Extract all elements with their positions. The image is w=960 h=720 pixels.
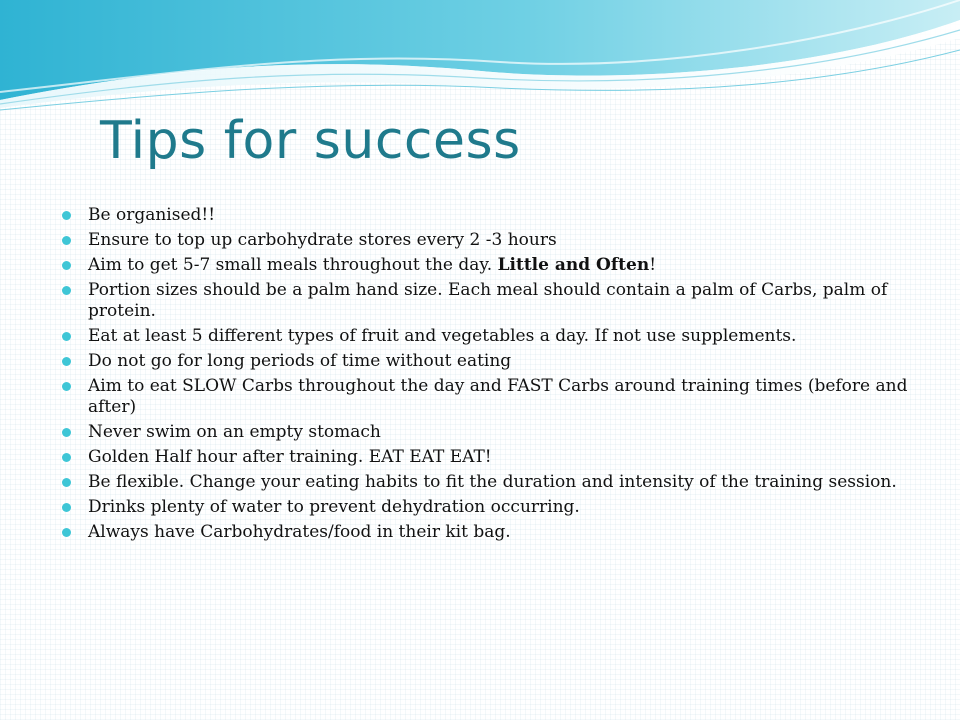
bullet-item — [58, 522, 918, 543]
bullet-item — [58, 497, 918, 518]
bullet-item — [58, 422, 918, 443]
bullet-text: Portion sizes should be a palm hand size. Each meal should contain a palm of Carbs, palm of protein. — [88, 280, 888, 321]
bullet-text: Golden Half hour after training. EAT EAT EAT! — [88, 447, 492, 467]
bullet-text: Be flexible. Change your eating habits to fit the duration and intensity of the training session. — [88, 472, 897, 492]
bullet-dot-icon — [62, 357, 71, 366]
bullet-text: Never swim on an empty stomach — [88, 422, 381, 442]
bullet-text: Eat at least 5 different types of fruit and vegetables a day. If not use supplements. — [88, 326, 797, 346]
bullet-item — [58, 472, 918, 493]
bullet-item — [58, 326, 918, 347]
bullet-text: Do not go for long periods of time without eating — [88, 351, 512, 371]
bullet-text: Always have Carbohydrates/food in their kit bag. — [88, 522, 511, 542]
bullet-text: Ensure to top up carbohydrate stores every 2 -3 hours — [88, 230, 557, 250]
bullet-dot-icon — [62, 528, 71, 537]
bullet-dot-icon — [62, 503, 71, 512]
bullet-text: Be organised!! — [88, 205, 216, 225]
bullet-dot-icon — [62, 478, 71, 487]
bullet-dot-icon — [62, 332, 71, 341]
bullet-text: Drinks plenty of water to prevent dehydration occurring. — [88, 497, 580, 517]
bullet-text: Aim to eat SLOW Carbs throughout the day and FAST Carbs around training times (before and after) — [88, 376, 908, 417]
bullet-text-suffix: ! — [649, 255, 657, 275]
bullet-item — [58, 447, 918, 468]
bullet-dot-icon — [62, 261, 71, 270]
bullet-item — [58, 351, 918, 372]
bullet-dot-icon — [62, 236, 71, 245]
bullet-text: Aim to get 5-7 small meals throughout the day. — [88, 255, 498, 275]
bullet-dot-icon — [62, 453, 71, 462]
slide-title: Tips for success — [100, 111, 521, 171]
bullet-item — [58, 255, 918, 276]
bullet-dot-icon — [62, 428, 71, 437]
bullet-dot-icon — [62, 211, 71, 220]
bullet-dot-icon — [62, 286, 71, 295]
bullet-item — [58, 376, 918, 418]
bullet-item — [58, 205, 918, 226]
bullet-dot-icon — [62, 382, 71, 391]
bullet-item — [58, 280, 918, 322]
bullet-emphasis: Little and Often — [497, 255, 650, 275]
bullet-list — [58, 205, 918, 547]
bullet-item — [58, 230, 918, 251]
